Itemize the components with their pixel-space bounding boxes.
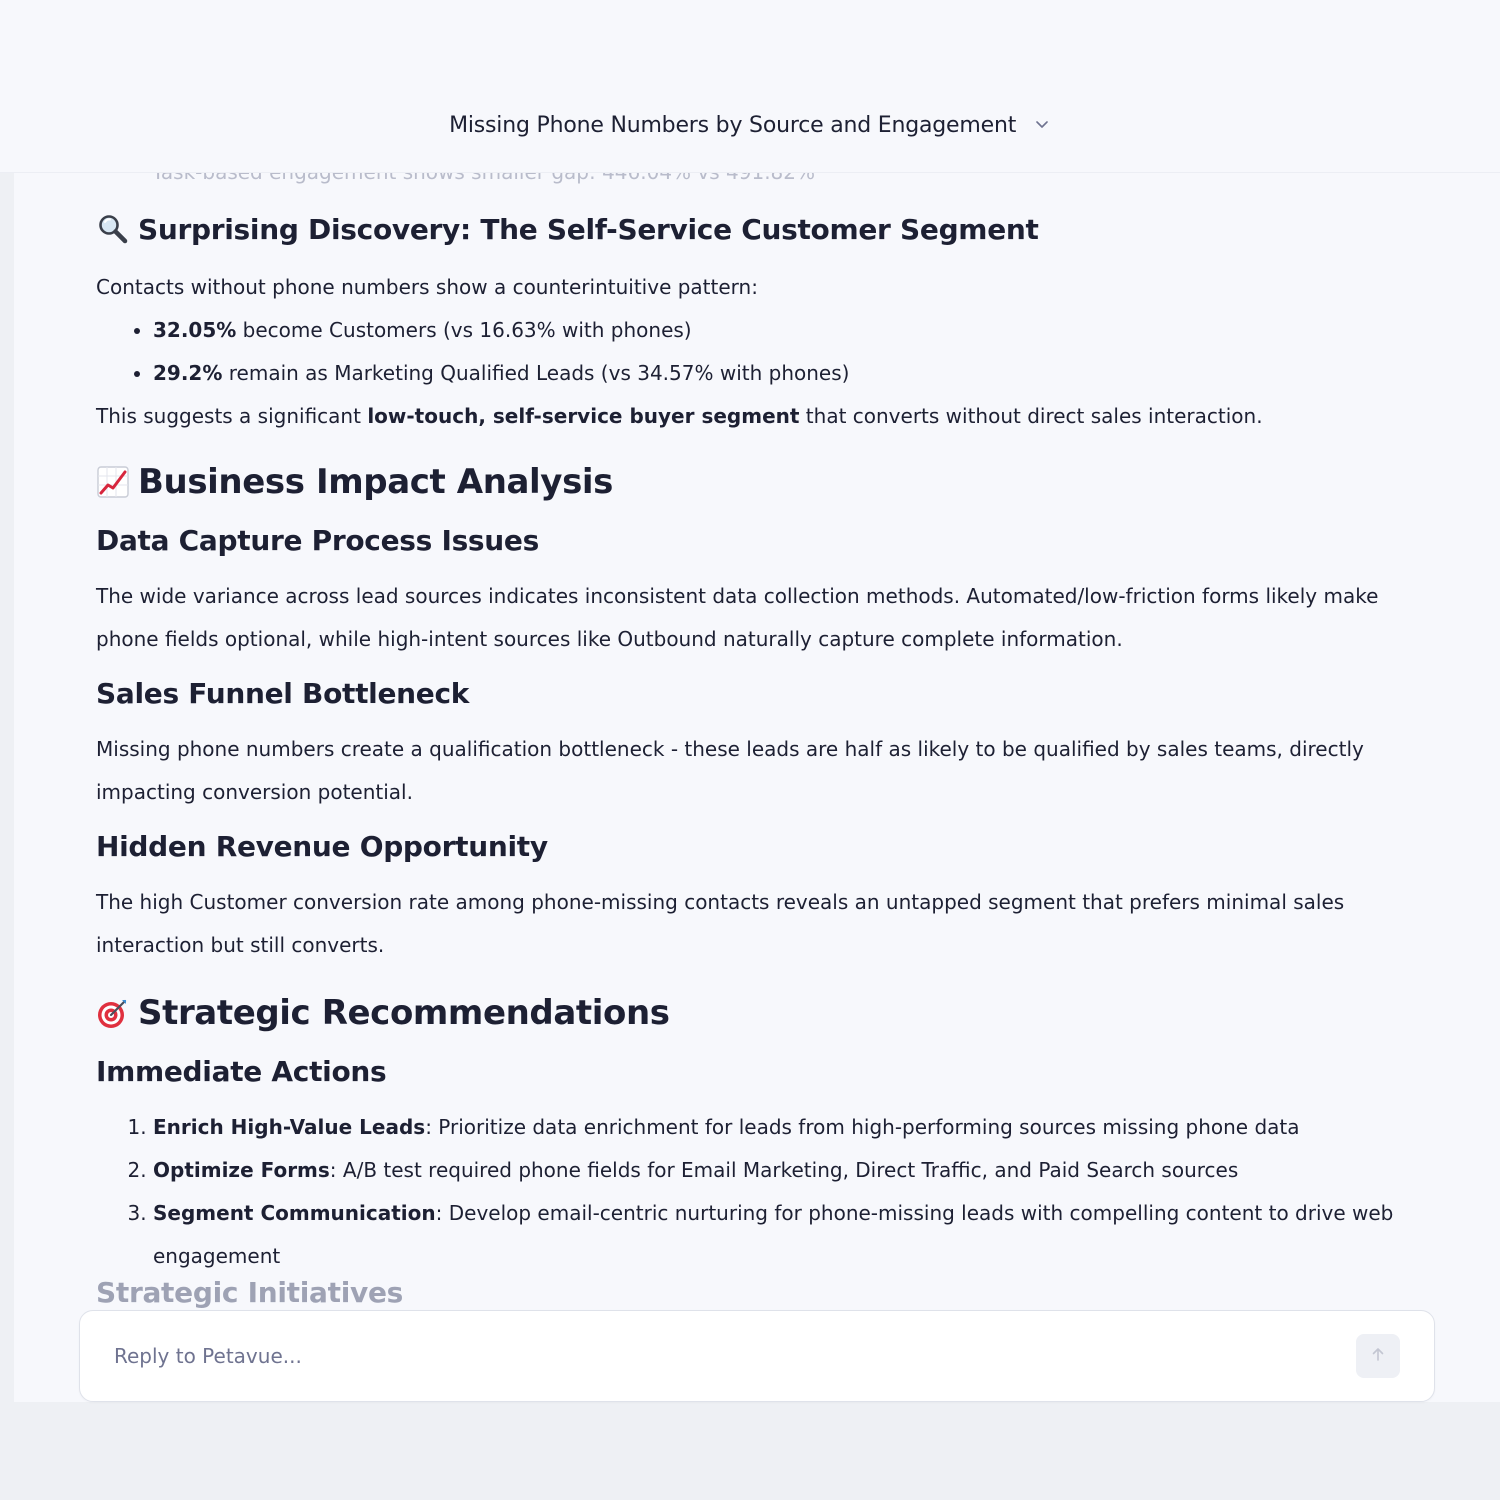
subsection-body: The wide variance across lead sources indicates inconsistent data collection methods. Automated/low-friction forms likely make phone fields optional, while high-intent sources like Outbound naturally capture complete information. xyxy=(96,584,1379,651)
impact-heading xyxy=(96,462,1416,502)
chevron-down-icon xyxy=(1033,114,1051,139)
immediate-actions-title: Immediate Actions xyxy=(96,1055,387,1088)
conclusion-bold: low-touch, self-service buyer segment xyxy=(367,404,800,428)
list-item xyxy=(153,1149,1416,1192)
arrow-up-icon xyxy=(1369,1345,1387,1367)
action-bold: Segment Communication xyxy=(153,1201,436,1225)
discovery-intro: Contacts without phone numbers show a counterintuitive pattern: xyxy=(96,275,758,299)
subsection-body: The high Customer conversion rate among phone-missing contacts reveals an untapped segment that prefers minimal sales interaction but still converts. xyxy=(96,890,1345,957)
action-text: : A/B test required phone fields for Email Marketing, Direct Traffic, and Paid Search sources xyxy=(329,1158,1239,1182)
subsection-body: Missing phone numbers create a qualification bottleneck - these leads are half as likely to be qualified by sales teams, directly impacting conversion potential. xyxy=(96,737,1364,804)
discovery-heading-text: Surprising Discovery: The Self-Service Customer Segment xyxy=(138,212,1039,246)
list-item xyxy=(153,309,1416,352)
discovery-heading xyxy=(96,212,1416,246)
strategic-initiatives-title: Strategic Initiatives xyxy=(96,1276,404,1308)
reply-input[interactable]: Reply to Petavue... xyxy=(114,1344,302,1368)
message-content xyxy=(96,160,1416,1278)
discovery-bullets xyxy=(96,309,1416,395)
action-bold: Optimize Forms xyxy=(153,1158,330,1182)
bullet-bold: 32.05% xyxy=(153,318,237,342)
conclusion-pre: This suggests a significant xyxy=(96,404,368,428)
conversation-title-dropdown[interactable] xyxy=(0,113,1500,139)
list-item xyxy=(153,1192,1416,1278)
strategy-heading-text: Strategic Recommendations xyxy=(138,993,670,1033)
action-text: : Develop email-centric nurturing for phone-missing leads with compelling content to drive web engagement xyxy=(153,1201,1394,1268)
discovery-conclusion xyxy=(96,395,1416,438)
bullet-bold: 29.2% xyxy=(153,361,223,385)
bullet-text: become Customers (vs 16.63% with phones) xyxy=(236,318,692,342)
magnifying-glass-icon xyxy=(96,212,130,246)
conversation-title: Missing Phone Numbers by Source and Engagement xyxy=(449,113,1017,138)
action-list xyxy=(96,1106,1416,1278)
list-item xyxy=(153,352,1416,395)
direct-hit-icon xyxy=(96,996,130,1030)
conversation-header xyxy=(0,0,1500,173)
bullet-text: remain as Marketing Qualified Leads (vs 34.57% with phones) xyxy=(222,361,850,385)
footer-area xyxy=(0,1402,1500,1500)
chart-increasing-icon xyxy=(96,465,130,499)
strategy-heading xyxy=(96,993,1416,1033)
reply-composer[interactable] xyxy=(79,1310,1435,1402)
impact-heading-text: Business Impact Analysis xyxy=(138,462,613,502)
subsection-title: Hidden Revenue Opportunity xyxy=(96,830,548,863)
send-button[interactable] xyxy=(1356,1334,1400,1378)
list-item xyxy=(153,1106,1416,1149)
action-bold: Enrich High-Value Leads xyxy=(153,1115,426,1139)
action-text: : Prioritize data enrichment for leads from high-performing sources missing phone data xyxy=(425,1115,1300,1139)
subsection-title: Sales Funnel Bottleneck xyxy=(96,677,470,710)
subsection-title: Data Capture Process Issues xyxy=(96,524,539,557)
conclusion-post: that converts without direct sales interaction. xyxy=(799,404,1263,428)
